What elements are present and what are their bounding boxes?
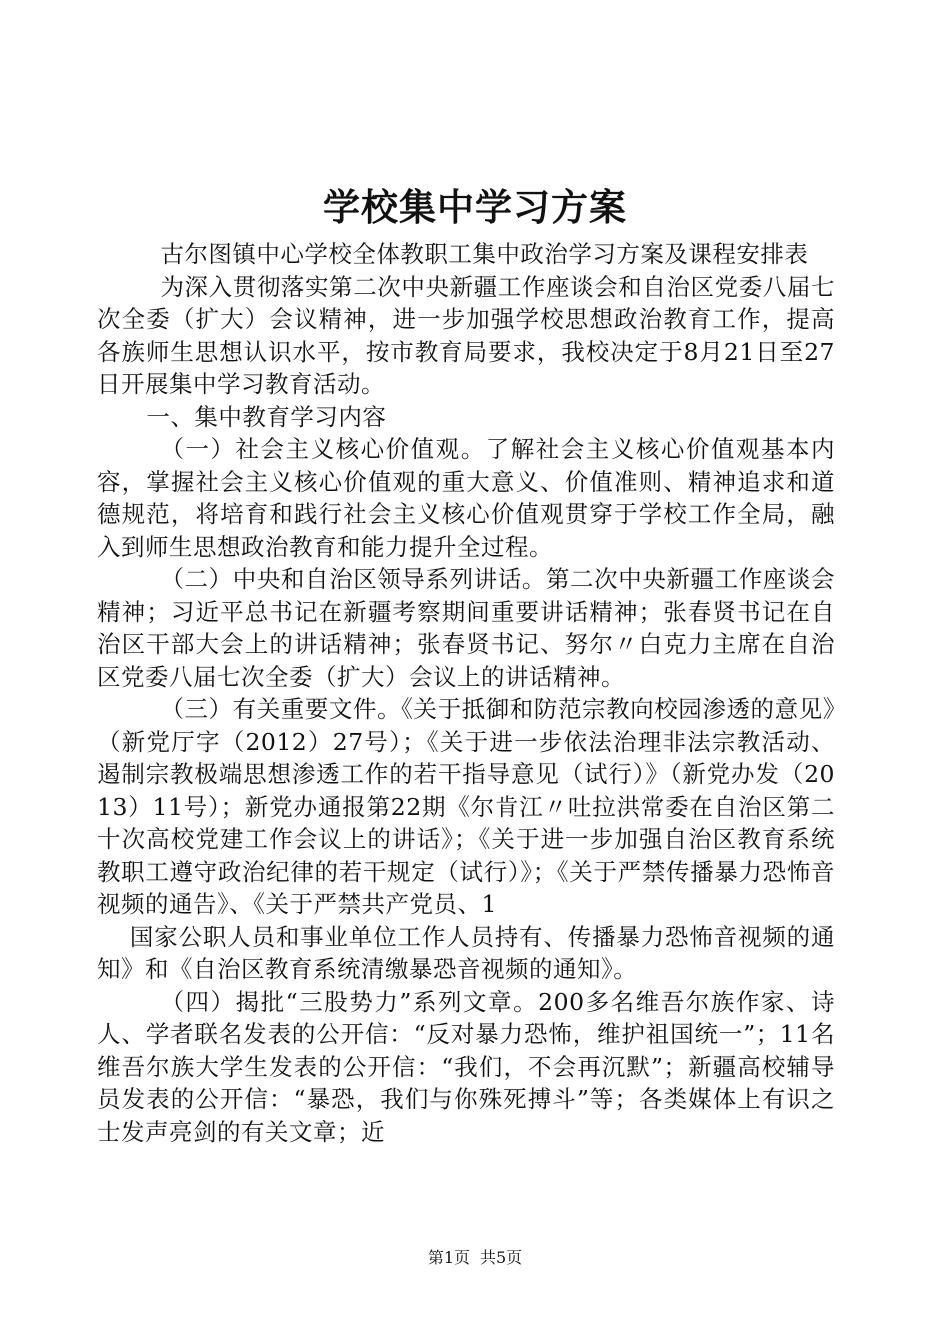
page-footer xyxy=(0,1247,950,1269)
paragraph-item-3-continued: 国家公职人员和事业单位工作人员持有、传播暴力恐怖音视频的通知》和《自治区教育系统清缴暴恐音视频的通知》。 xyxy=(97,922,835,983)
paragraph-item-1: （一）社会主义核心价值观。了解社会主义核心价值观基本内容，掌握社会主义核心价值观的重大意义、价值准则、精神追求和道德规范，将培育和践行社会主义核心价值观贯穿于学校工作全局，融入到师生思想政治教育和能力提升全过程。 xyxy=(97,435,835,561)
document-body xyxy=(97,238,835,1148)
section-heading: 一、集中教育学习内容 xyxy=(146,402,387,431)
page-total: 共5页 xyxy=(480,1248,523,1267)
document-title: 学校集中学习方案 xyxy=(323,185,627,229)
paragraph-item-4: （四）揭批“三股势力”系列文章。200多名维吾尔族作家、诗人、学者联名发表的公开信：“反对暴力恐怖，维护祖国统一”；11名维吾尔族大学生发表的公开信：“我们，不会再沉默”；新疆高校辅导员发表的公开信：“暴恐，我们与你殊死搏斗”等；各类媒体上有识之士发声亮剑的有关文章；近 xyxy=(97,987,835,1146)
paragraph-item-3: （三）有关重要文件。《关于抵御和防范宗教向校园渗透的意见》（新党厅字（2012）27号）；《关于进一步依法治理非法宗教活动、遏制宗教极端思想渗透工作的若干指导意见（试行）》（新党办发（2013）11号）；新党办通报第22期《尔肯江〃吐拉洪常委在自治区第二十次高校党建工作会议上的讲话》；《关于进一步加强自治区教育系统教职工遵守政治纪律的若干规定（试行）》；《关于严禁传播暴力恐怖音视频的通告》、《关于严禁共产党员、1 xyxy=(97,695,835,918)
paragraph-subtitle: 古尔图镇中心学校全体教职工集中政治学习方案及课程安排表 xyxy=(160,240,809,268)
paragraph-intro: 为深入贯彻落实第二次中央新疆工作座谈会和自治区党委八届七次全委（扩大）会议精神，进一步加强学校思想政治教育工作，提高各族师生思想认识水平，按市教育局要求，我校决定于8月21日至27日开展集中学习教育活动。 xyxy=(97,272,835,398)
page-number: 第1页 xyxy=(427,1248,470,1267)
paragraph-item-2: （二）中央和自治区领导系列讲话。第二次中央新疆工作座谈会精神；习近平总书记在新疆考察期间重要讲话精神；张春贤书记在自治区干部大会上的讲话精神；张春贤书记、努尔〃白克力主席在自治区党委八届七次全委（扩大）会议上的讲话精神。 xyxy=(97,565,835,691)
